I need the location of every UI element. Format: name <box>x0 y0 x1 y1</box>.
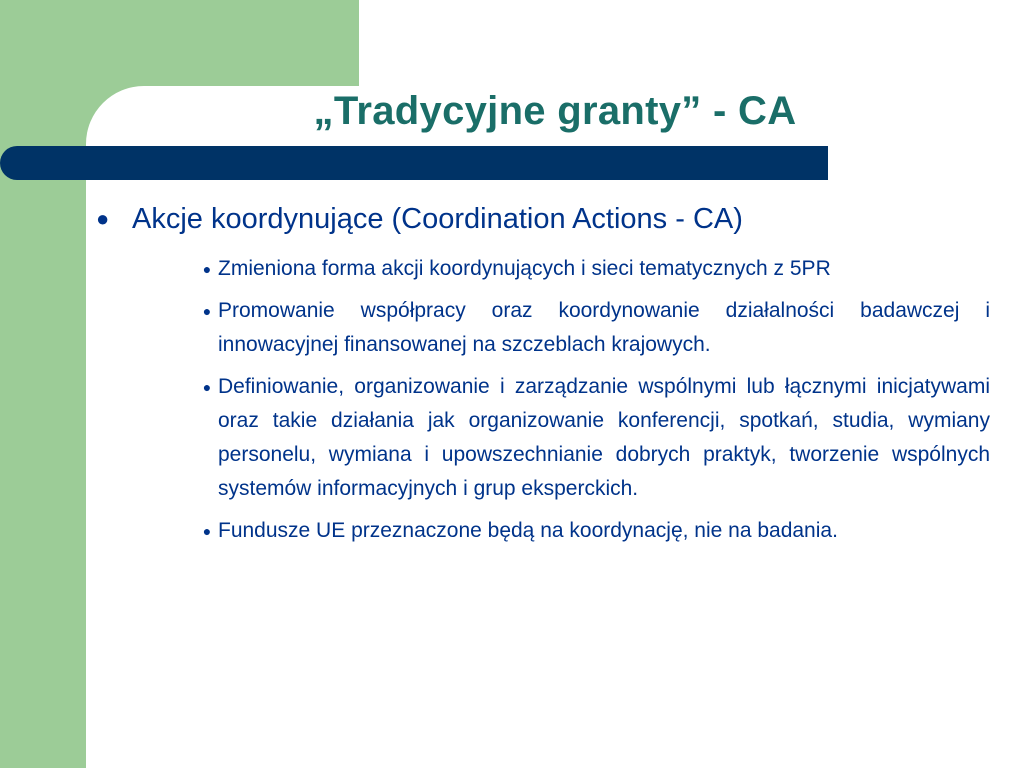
list-item <box>196 514 990 548</box>
main-bullet-item <box>92 192 990 246</box>
bullet-dot-icon: ● <box>202 303 212 319</box>
bullet-dot-icon: ● <box>202 261 212 277</box>
slide-title: „Tradycyjne granty” - CA <box>313 89 797 133</box>
sub-bullet-text: Definiowanie, organizowanie i zarządzanie wspólnymi lub łącznymi inicjatywami oraz takie działania jak organizowanie konferencji, spotkań, studia, wymiany personelu, wymiana i upowszechnianie dobrych praktyk, tworzenie wspólnych systemów informacyjnych i grup eksperckich. <box>218 375 990 500</box>
sub-bullet-list <box>196 252 990 548</box>
bullet-dot-icon: ● <box>202 523 212 539</box>
sub-bullet-text: Promowanie współpracy oraz koordynowanie działalności badawczej i innowacyjnej finansowanej na szczeblach krajowych. <box>218 299 990 356</box>
list-item <box>196 252 990 286</box>
bullet-dot-icon: ● <box>202 379 212 395</box>
sub-bullet-text: Zmieniona forma akcji koordynujących i sieci tematycznych z 5PR <box>218 257 831 280</box>
bullet-dot-icon: ● <box>96 206 110 231</box>
slide-body <box>92 192 990 556</box>
list-item <box>196 370 990 506</box>
list-item <box>196 294 990 362</box>
sub-bullet-text: Fundusze UE przeznaczone będą na koordynację, nie na badania. <box>218 519 838 542</box>
main-bullet-text: Akcje koordynujące (Coordination Actions - CA) <box>132 203 743 235</box>
title-underline-bar <box>0 146 828 180</box>
